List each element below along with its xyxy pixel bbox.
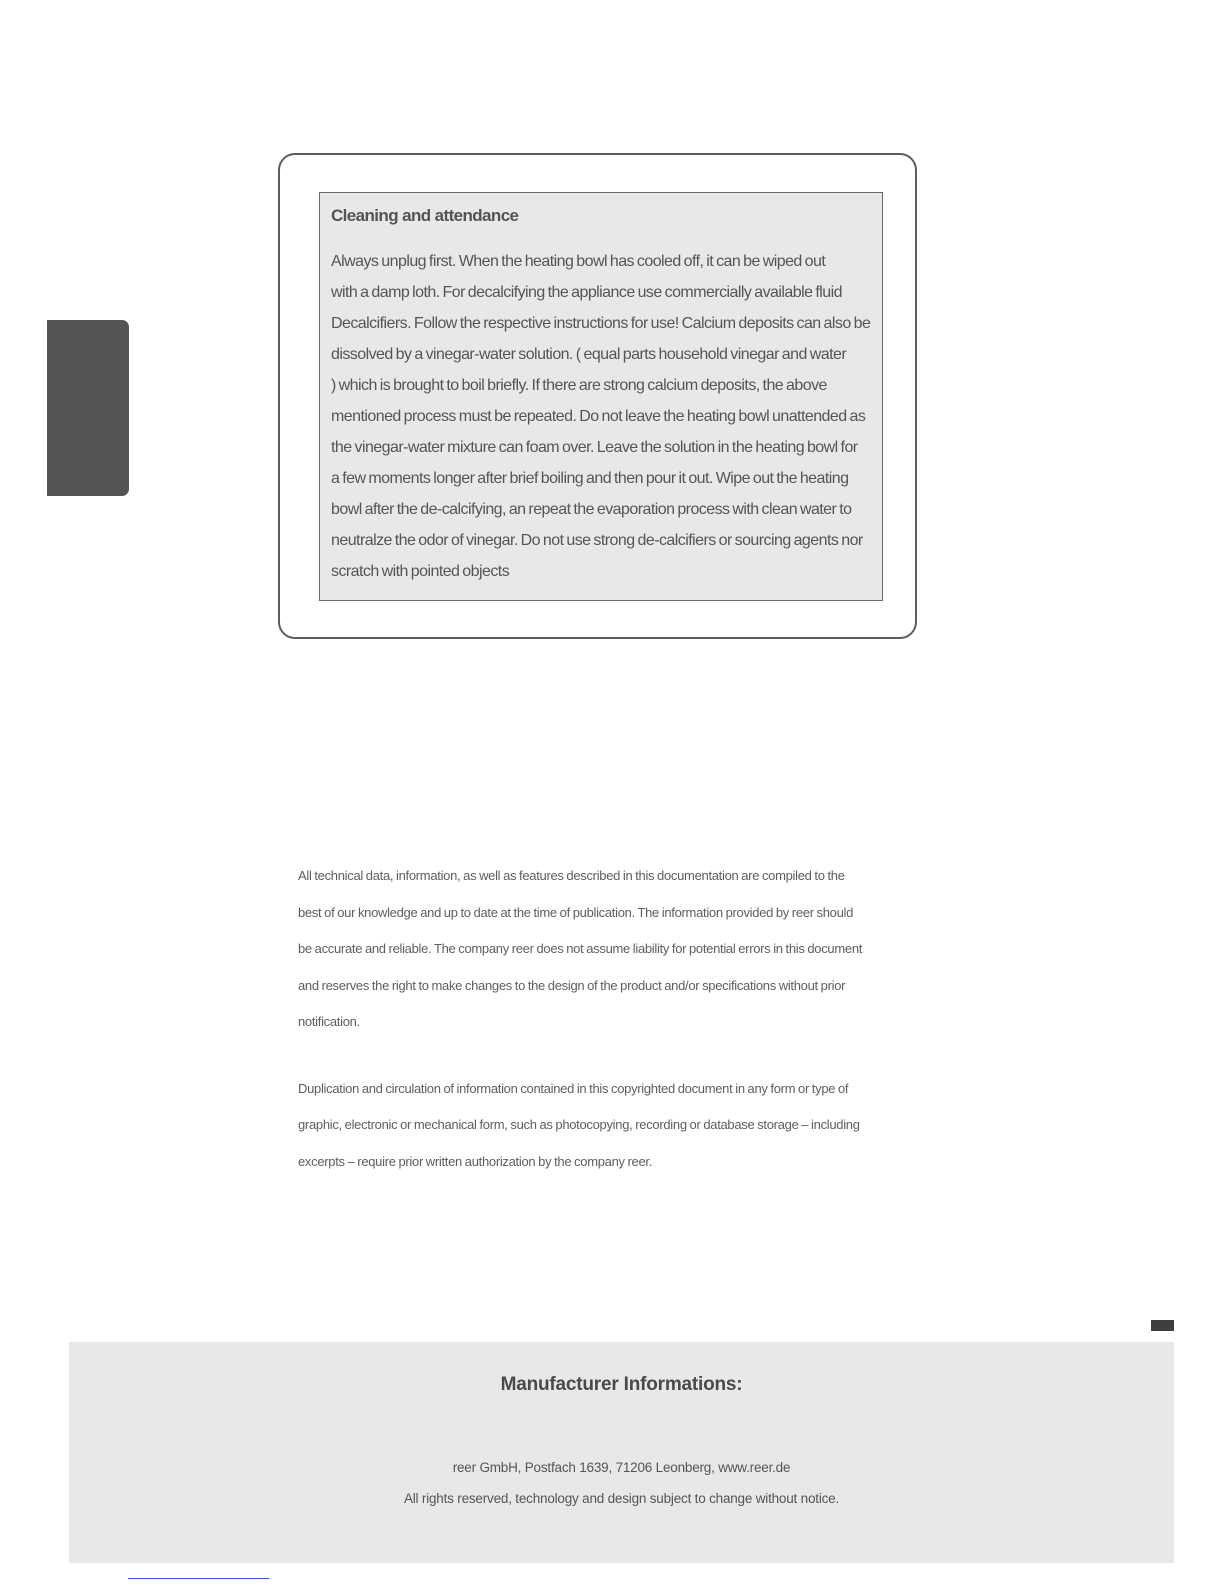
- bottom-rule: [128, 1578, 269, 1579]
- cleaning-line: Decalcifiers. Follow the respective instructions for use! Calcium deposits can also be: [331, 315, 871, 332]
- legal-line: best of our knowledge and up to date at the time of publication. The information provided by reer should: [298, 904, 854, 920]
- cleaning-line: a few moments longer after brief boiling and then pour it out. Wipe out the heating: [331, 470, 849, 487]
- legal-line: notification.: [298, 1014, 360, 1029]
- legal-line: graphic, electronic or mechanical form, such as photocopying, recording or database storage – including: [298, 1117, 860, 1132]
- cleaning-box: [319, 192, 883, 601]
- legal-paragraph-accuracy: [298, 858, 896, 1041]
- page-corner-mark: [1151, 1320, 1174, 1331]
- cleaning-line: with a damp loth. For decalcifying the appliance use commercially available fluid: [331, 284, 842, 301]
- cleaning-heading: Cleaning and attendance: [331, 206, 519, 225]
- cleaning-line: ) which is brought to boil briefly. If there are strong calcium deposits, the above: [331, 377, 827, 394]
- legal-paragraph-copyright: [298, 1071, 896, 1181]
- legal-notice: [298, 858, 896, 1180]
- cleaning-line: bowl after the de-calcifying, an repeat the evaporation process with clean water to: [331, 501, 852, 518]
- legal-line: be accurate and reliable. The company reer does not assume liability for potential errors in this document: [298, 941, 863, 956]
- cleaning-line: Always unplug first. When the heating bowl has cooled off, it can be wiped out: [331, 253, 826, 270]
- cleaning-line: dissolved by a vinegar-water solution. ( equal parts household vinegar and water: [331, 346, 847, 363]
- side-section-tab: [47, 320, 129, 496]
- manufacturer-footer: [69, 1342, 1174, 1563]
- cleaning-text: [331, 246, 872, 587]
- footer-title: Manufacturer Informations:: [500, 1374, 743, 1395]
- footer-rights: All rights reserved, technology and design subject to change without notice.: [403, 1491, 840, 1506]
- cleaning-line: the vinegar-water mixture can foam over. Leave the solution in the heating bowl for: [331, 439, 858, 456]
- cleaning-line: mentioned process must be repeated. Do not leave the heating bowl unattended as: [331, 408, 866, 425]
- legal-line: Duplication and circulation of information contained in this copyrighted document in any form or type of: [298, 1080, 849, 1096]
- legal-line: All technical data, information, as well as features described in this documentation are compiled to the: [298, 868, 845, 883]
- legal-line: and reserves the right to make changes to the design of the product and/or specifications without prior: [298, 977, 846, 993]
- cleaning-line: scratch with pointed objects: [331, 563, 510, 580]
- footer-address: reer GmbH, Postfach 1639, 71206 Leonberg, www.reer.de: [452, 1460, 791, 1475]
- legal-line: excerpts – require prior written authorization by the company reer.: [298, 1153, 653, 1169]
- cleaning-line: neutralze the odor of vinegar. Do not use strong de-calcifiers or sourcing agents nor: [331, 532, 863, 549]
